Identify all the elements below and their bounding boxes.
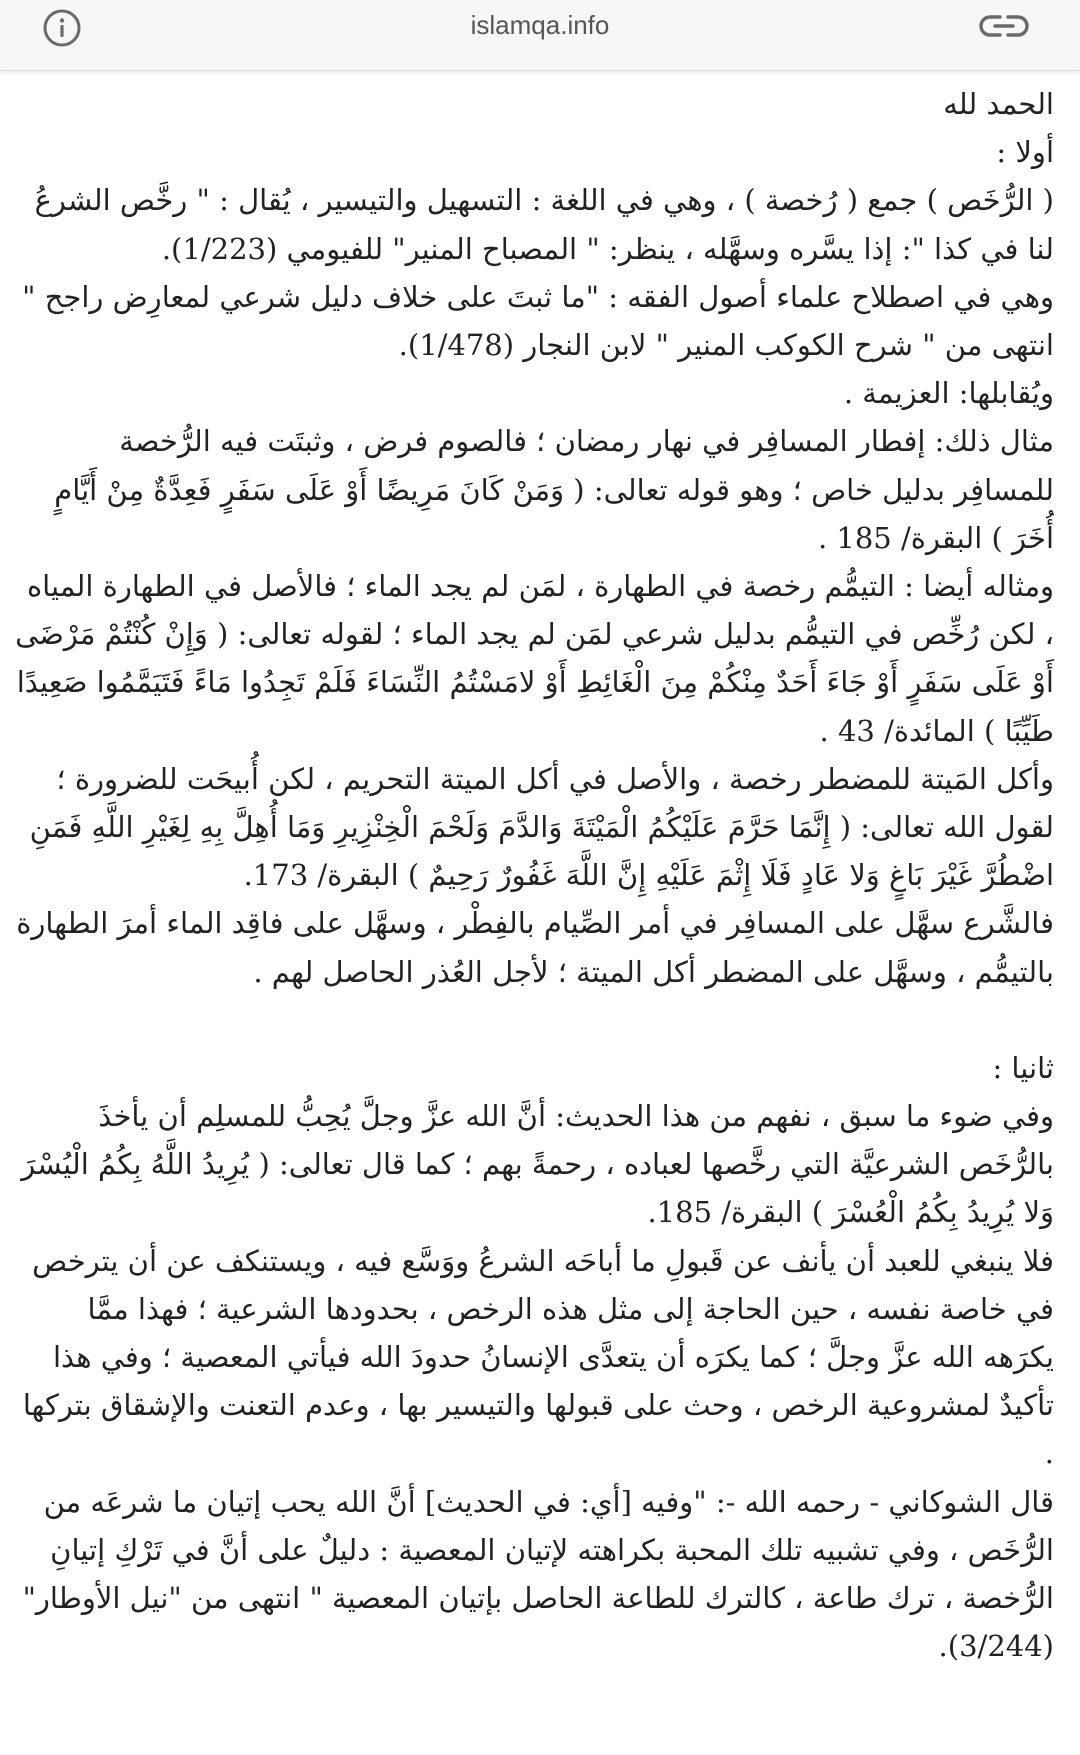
article-body [0,72,1066,1671]
paragraph: قال الشوكاني - رحمه الله -: "وفيه [أي: في الحديث] أنَّ الله يحب إتيان ما شرعَه من الرُّخَص ، وفي تشبيه تلك المحبة بكراهته لإتيان المعصية : دليلٌ على أنَّ في تَرْكِ إتيانِ الرُّخصة ، ترك طاعة ، كالترك للطاعة الحاصل بإتيان المعصية " انتهى من "نيل الأوطار" (3/244). [22,1484,1054,1664]
paragraph: فالشَّرع سهَّل على المسافِر في أمر الصِّيام بالفِطْر ، وسهَّل على فاقِد الماء أمرَ الطهارة بالتيمُّم ، وسهَّل على المضطر أكل الميتة ؛ لأجل العُذر الحاصل لهم . [16,906,1054,989]
paragraph: فلا ينبغي للعبد أن يأنف عن قَبولِ ما أباحَه الشرعُ ووَسَّع فيه ، ويستنكف عن أن يترخص في خاصة نفسه ، حين الحاجة إلى مثل هذه الرخص ، بحدودها الشرعية ؛ فهذا ممَّا يكرَهه الله عزَّ وجلَّ ؛ كما يكرَه أن يتعدَّى الإنسانُ حدودَ الله فيأتي المعصية ؛ وفي هذا تأكيدٌ لمشروعية الرخص ، وحث على قبولها والتيسير بها ، وعدم التعنت والإشقاق بتركها . [22,1243,1054,1471]
page-content[interactable] [0,72,1080,1755]
url-text: islamqa.info [470,10,610,40]
copy-link-button[interactable] [976,6,1032,46]
paragraph: ( الرُّخَص ) جمع ( رُخصة ) ، وهي في اللغة : التسهيل والتيسير ، يُقال : " رخَّص الشرعُ لنا في كذا ": إذا يسَّره وسهَّله ، ينظر: " المصباح المنير" للفيومي (1/223). [34,183,1054,266]
paragraph: ويُقابلها: العزيمة . [843,376,1054,411]
paragraph-hamd: الحمد لله [943,87,1054,121]
paragraph: وأكل المَيتة للمضطر رخصة ، والأصل في أكل الميتة التحريم ، لكن أُبيحَت للضرورة ؛ لقول الله تعالى: ( إِنَّمَا حَرَّمَ عَلَيْكُمُ الْمَيْتَةَ وَالدَّمَ وَلَحْمَ الْخِنْزِيرِ وَمَا أُهِلَّ بِهِ لِغَيْرِ اللَّهِ فَمَنِ اضْطُرَّ غَيْرَ بَاغٍ وَلا عَادٍ فَلَا إِثْمَ عَلَيْهِ إِنَّ اللَّهَ غَفُورٌ رَحِيمٌ ) البقرة/ 173. [29,761,1054,893]
link-icon [978,11,1030,41]
section-heading-second: ثانيا : [992,1050,1054,1085]
paragraph: مثال ذلك: إفطار المسافِر في نهار رمضان ؛ فالصوم فرض ، وثبتَت فيه الرُّخصة للمسافِر بدليل خاص ؛ وهو قوله تعالى: ( وَمَنْ كَانَ مَرِيضًا أَوْ عَلَى سَفَرٍ فَعِدَّةٌ مِنْ أَيَّامٍ أُخَرَ ) البقرة/ 185 . [54,424,1054,555]
address-bar[interactable] [0,10,1080,41]
paragraph: ومثاله أيضا : التيمُّم رخصة في الطهارة ، لمَن لم يجد الماء ؛ فالأصل في الطهارة المياه ، لكن رُخِّص في التيمُّم بدليل شرعي لمَن لم يجد الماء ؛ لقوله تعالى: ( وَإِنْ كُنْتُمْ مَرْضَى أَوْ عَلَى سَفَرٍ أَوْ جَاءَ أَحَدٌ مِنْكُمْ مِنَ الْغَائِطِ أَوْ لامَسْتُمُ النِّسَاءَ فَلَمْ تَجِدُوا مَاءً فَتَيَمَّمُوا صَعِيدًا طَيِّبًا ) المائدة/ 43 . [15,569,1054,748]
browser-toolbar [0,0,1080,71]
section-heading-first: أولا : [996,135,1054,170]
paragraph: وهي في اصطلاح علماء أصول الفقه : "ما ثبتَ على خلاف دليل شرعي لمعارِض راجح " انتهى من " شرح الكوكب المنير " لابن النجار (1/478). [22,279,1054,363]
paragraph: وفي ضوء ما سبق ، نفهم من هذا الحديث: أنَّ الله عزَّ وجلَّ يُحِبُّ للمسلِم أن يأخذَ بالرُّخَص الشرعيَّة التي رخَّصها لعباده ، رحمةً بهم ؛ كما قال تعالى: ( يُرِيدُ اللَّهُ بِكُمُ الْيُسْرَ وَلا يُرِيدُ بِكُمُ الْعُسْرَ ) البقرة/ 185. [21,1099,1054,1230]
